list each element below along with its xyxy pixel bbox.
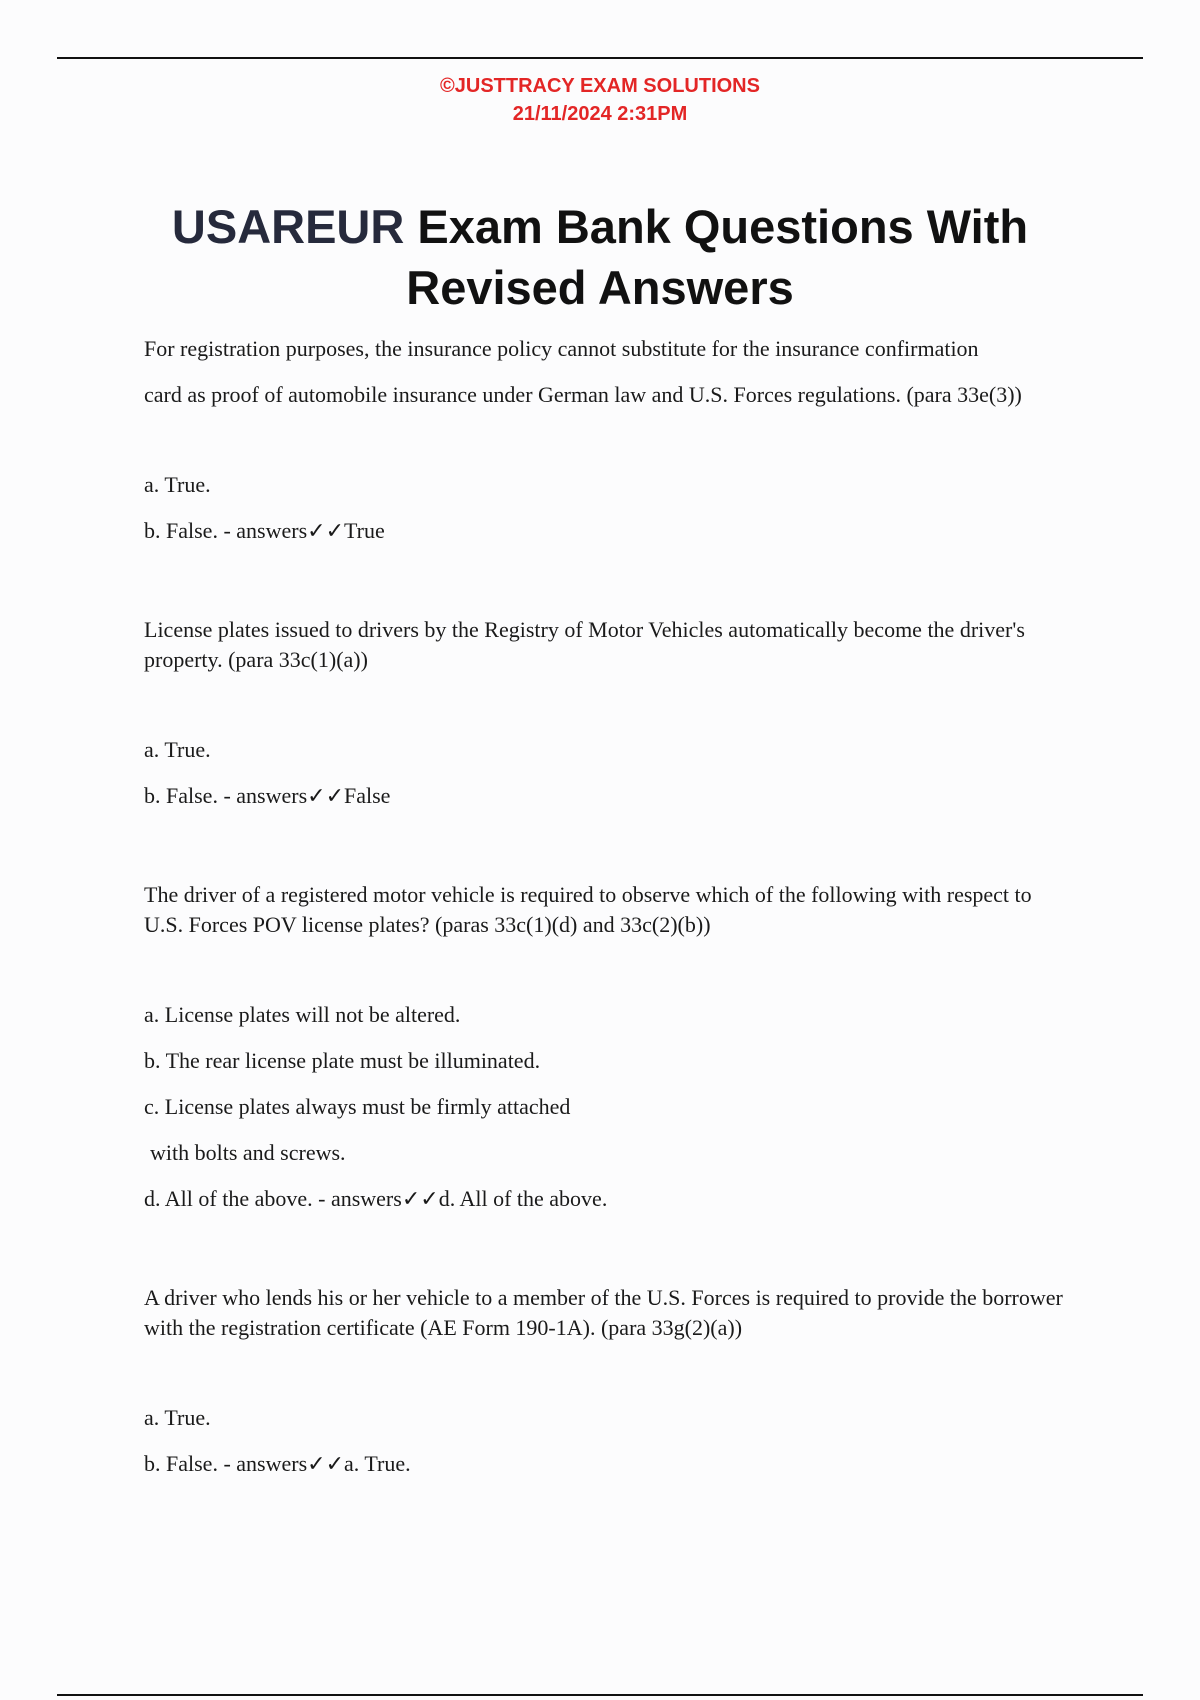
document-title (100, 196, 1100, 318)
option-b-with-answer: b. False. - answers✓✓False (144, 783, 391, 808)
option-a: a. True. (144, 472, 211, 497)
option-d-with-answer: d. All of the above. - answers✓✓d. All of the above. (144, 1186, 608, 1211)
question-stem: License plates issued to drivers by the Registry of Motor Vehicles automatically become the driver's property. (para 33c(1)(a)) (144, 617, 1025, 672)
option-b: b. The rear license plate must be illuminated. (144, 1048, 541, 1073)
option-c-continued: with bolts and screws. (150, 1140, 346, 1165)
question-4 (144, 1283, 1064, 1479)
watermark-header (0, 72, 1200, 128)
question-2 (144, 615, 1064, 811)
question-3 (144, 880, 1064, 1214)
question-stem: For registration purposes, the insurance policy cannot substitute for the insurance confirmation (144, 336, 979, 361)
copyright-line: ©JUSTTRACY EXAM SOLUTIONS (440, 75, 760, 97)
top-rule (57, 57, 1143, 59)
question-1 (144, 334, 1064, 546)
bottom-rule (57, 1694, 1143, 1696)
question-stem: A driver who lends his or her vehicle to a member of the U.S. Forces is required to provide the borrower with the registration certificate (AE Form 190-1A). (para 33g(2)(a)) (144, 1285, 1063, 1340)
option-b-with-answer: b. False. - answers✓✓True (144, 518, 385, 543)
option-a: a. True. (144, 1405, 211, 1430)
title-rest: Exam Bank Questions With Revised Answers (404, 200, 1029, 315)
timestamp-line: 21/11/2024 2:31PM (512, 103, 688, 125)
question-stem: The driver of a registered motor vehicle is required to observe which of the following with respect to U.S. Forces POV license plates? (paras 33c(1)(d) and 33c(2)(b)) (144, 882, 1032, 937)
answer-options (144, 1000, 1064, 1214)
option-a: a. True. (144, 737, 211, 762)
question-list (144, 334, 1064, 1479)
question-stem-continued: card as proof of automobile insurance under German law and U.S. Forces regulations. (para 33e(3)) (144, 382, 1022, 407)
option-b-with-answer: b. False. - answers✓✓a. True. (144, 1451, 411, 1476)
answer-options (144, 1403, 1064, 1479)
answer-options (144, 470, 1064, 546)
option-a: a. License plates will not be altered. (144, 1002, 461, 1027)
option-c: c. License plates always must be firmly attached (144, 1094, 571, 1119)
title-highlight: USAREUR (171, 200, 405, 254)
answer-options (144, 735, 1064, 811)
